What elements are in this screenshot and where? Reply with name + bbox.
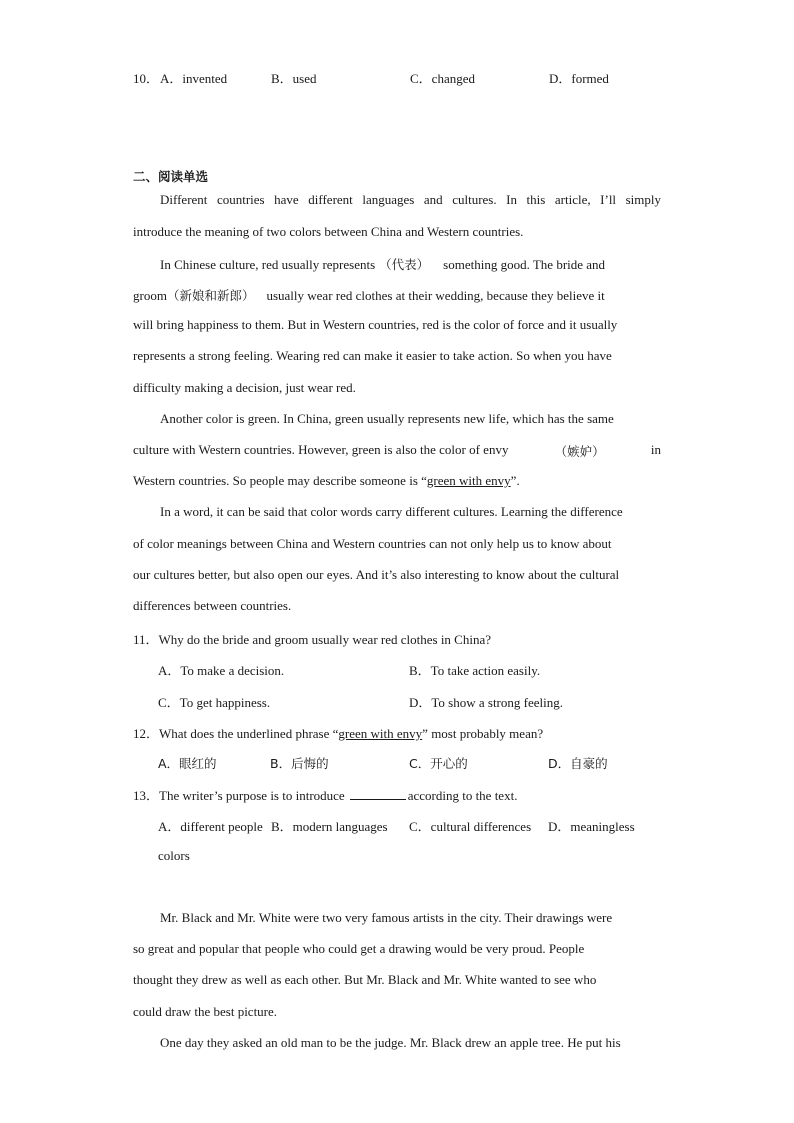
question-11-option-a[interactable]: A．To make a decision. [158, 663, 285, 678]
passage1-text: our cultures better, but also open our eyes. And it’s also interesting to know about the cultural [133, 567, 620, 582]
passage2-text: Mr. Black and Mr. White were two very famous artists in the city. Their drawings were [160, 910, 613, 925]
question-12-option-b[interactable]: B．后悔的 [270, 756, 329, 771]
passage1-text: something good. The bride and [443, 257, 606, 272]
underlined-phrase: green with envy [426, 473, 511, 488]
passage1-text: difficulty making a decision, just wear red. [133, 380, 356, 395]
question-11-option-b[interactable]: B．To take action easily. [409, 663, 541, 678]
gloss-daibiao: （代表） [379, 257, 430, 272]
passage2-text: so great and popular that people who could get a drawing would be very proud. People [133, 941, 585, 956]
question-11-option-d[interactable]: D．To show a strong feeling. [409, 695, 563, 710]
passage1-text: of color meanings between China and Western countries can not only help us to know about [133, 536, 612, 551]
passage2-text: thought they drew as well as each other. But Mr. Black and Mr. White wanted to see who [133, 972, 597, 987]
question-13-option-b[interactable]: B．modern languages [271, 819, 388, 834]
question-12-stem [133, 723, 543, 742]
passage1-text: usually wear red clothes at their wedding, because they believe it [266, 288, 605, 303]
question-13-option-c[interactable]: C．cultural differences [409, 819, 532, 834]
gloss-bride-groom: （新娘和新郎） [166, 288, 255, 303]
question-13-stem-text: according to the text. [407, 788, 518, 803]
question-10-option-d[interactable]: D．formed [549, 71, 609, 86]
passage1-text: introduce the meaning of two colors between China and Western countries. [133, 224, 524, 239]
question-10-option-b[interactable]: B．used [271, 71, 317, 86]
question-11-option-c[interactable]: C．To get happiness. [158, 695, 271, 710]
passage1-line [133, 473, 520, 489]
passage1-line [133, 442, 661, 460]
question-12-option-c[interactable]: C．开心的 [409, 756, 468, 771]
question-11-stem: 11．Why do the bride and groom usually wear red clothes in China? [133, 632, 492, 647]
underlined-phrase: green with envy [338, 726, 423, 741]
question-13-stem [133, 785, 517, 804]
passage1-text: In Chinese culture, red usually represents [160, 257, 376, 272]
gloss-envy: （嫉妒） [554, 444, 605, 459]
question-12-stem-text: 12．What does the underlined phrase “ [133, 726, 339, 741]
passage1-line [160, 192, 661, 208]
question-13-option-a[interactable]: A．different people [158, 819, 263, 834]
question-10-option-a[interactable]: A．invented [160, 71, 228, 86]
passage1-text: Another color is green. In China, green usually represents new life, which has the same [160, 411, 614, 426]
question-12-option-a[interactable]: A．眼红的 [158, 756, 217, 771]
passage1-text: Different countries have different languages and cultures. In this article, I’ll simply [160, 192, 661, 207]
passage1-text: represents a strong feeling. Wearing red can make it easier to take action. So when you have [133, 348, 612, 363]
passage1-text: ”. [510, 473, 520, 488]
passage1-text: will bring happiness to them. But in Western countries, red is the color of force and it usually [133, 317, 618, 332]
passage1-text: groom [133, 288, 167, 303]
question-12-stem-text: ” most probably mean? [422, 726, 544, 741]
section-title: 二、阅读单选 [133, 169, 209, 184]
passage1-line [160, 255, 605, 273]
question-13-option-d[interactable]: D．meaningless [548, 819, 635, 834]
question-13-option-d-continued: colors [158, 848, 190, 863]
passage2-text: One day they asked an old man to be the judge. Mr. Black drew an apple tree. He put his [160, 1035, 621, 1050]
passage2-text: could draw the best picture. [133, 1004, 278, 1019]
answer-blank [350, 788, 406, 800]
passage1-text: differences between countries. [133, 598, 292, 613]
question-10-option-c[interactable]: C．changed [410, 71, 475, 86]
question-12-option-d[interactable]: D．自豪的 [548, 756, 608, 771]
passage1-text: In a word, it can be said that color words carry different cultures. Learning the difference [160, 504, 623, 519]
passage1-text: Western countries. So people may describe someone is “ [133, 473, 427, 488]
passage1-text: culture with Western countries. However, green is also the color of envy [133, 442, 509, 457]
passage1-line [133, 286, 605, 304]
question-10-number: 10． [133, 71, 160, 86]
passage1-text: in [650, 442, 661, 457]
question-13-stem-text: 13．The writer’s purpose is to introduce [133, 788, 345, 803]
